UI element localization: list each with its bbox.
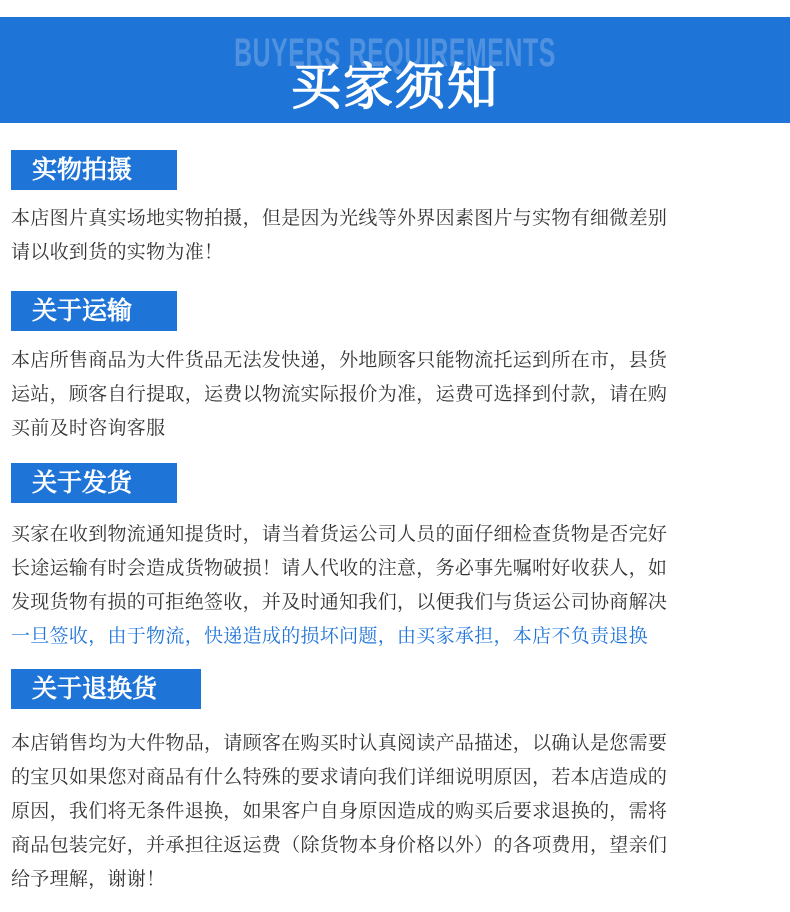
paragraph-line: 本店图片真实场地实物拍摄，但是因为光线等外界因素图片与实物有细微差别 [11, 207, 668, 229]
section-heading-returns: 关于退换货 [11, 669, 201, 709]
paragraph-line: 本店所售商品为大件货品无法发快递，外地顾客只能物流托运到所在市，县货 [11, 349, 668, 371]
section-heading-shipping: 关于运输 [11, 291, 177, 331]
paragraph-line: 发现货物有损的可拒绝签收，并及时通知我们，以便我们与货运公司协商解决 [11, 591, 668, 613]
section-text-shipping [11, 343, 786, 445]
section-heading-delivery: 关于发货 [11, 463, 177, 503]
paragraph-line: 买家在收到物流通知提货时，请当着货运公司人员的面仔细检查货物是否完好 [11, 523, 668, 545]
header-banner [0, 17, 790, 123]
paragraph-line: 商品包装完好，并承担往返运费（除货物本身价格以外）的各项费用，望亲们 [11, 834, 668, 856]
paragraph-line: 长途运输有时会造成货物破损！请人代收的注意，务必事先嘱咐好收获人，如 [11, 557, 668, 579]
paragraph-line: 原因，我们将无条件退换，如果客户自身原因造成的购买后要求退换的，需将 [11, 800, 668, 822]
paragraph-line: 给予理解，谢谢！ [11, 868, 166, 890]
paragraph-line: 买前及时咨询客服 [11, 417, 166, 439]
section-text-returns [11, 726, 786, 896]
page-title: 买家须知 [291, 58, 499, 116]
paragraph-line: 本店销售均为大件物品，请顾客在购买时认真阅读产品描述，以确认是您需要 [11, 732, 668, 754]
banner-watermark: BUYERS REQUIREMENTS [234, 31, 556, 75]
paragraph-line: 请以收到货的实物为准！ [11, 241, 224, 263]
highlighted-notice: 一旦签收，由于物流，快递造成的损坏问题，由买家承担，本店不负责退换 [11, 625, 648, 647]
paragraph-line: 的宝贝如果您对商品有什么特殊的要求请向我们详细说明原因，若本店造成的 [11, 766, 668, 788]
section-heading-photos: 实物拍摄 [11, 150, 177, 190]
section-text-delivery [11, 517, 786, 653]
paragraph-line: 运站，顾客自行提取，运费以物流实际报价为准，运费可选择到付款，请在购 [11, 383, 668, 405]
section-text-photos [11, 201, 786, 269]
